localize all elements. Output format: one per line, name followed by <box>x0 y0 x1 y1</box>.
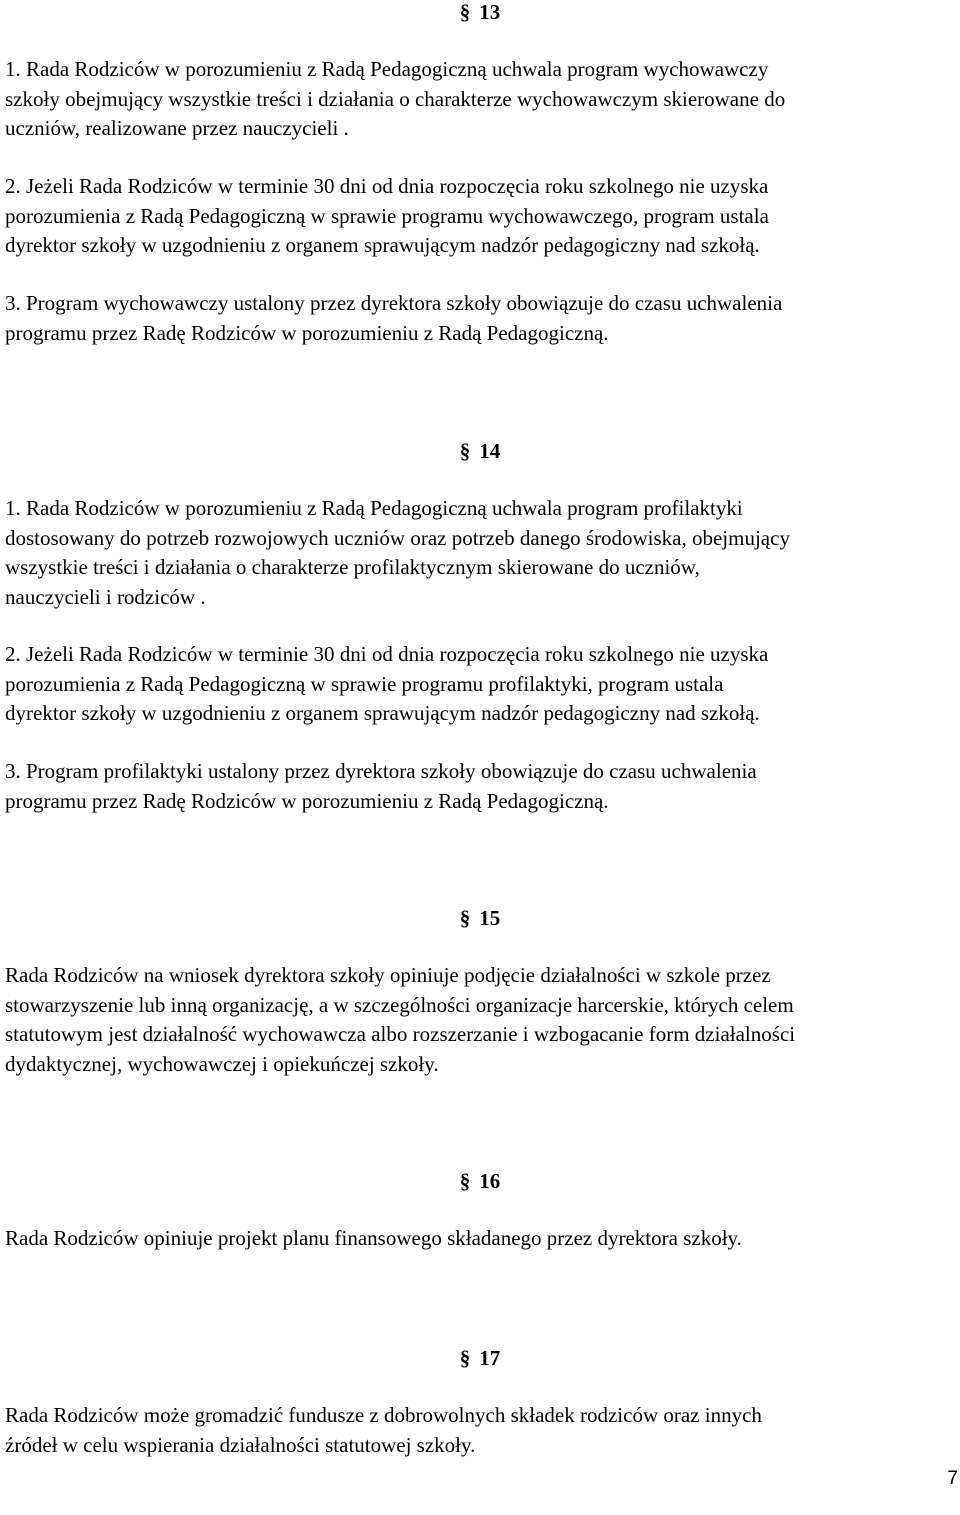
section-13-paragraph-1: 1. Rada Rodziców w porozumieniu z Radą Pedagogiczną uchwala program wychowawczy szkoły obejmujący wszystkie treści i działania o charakterze wychowawczym skierowane do uczniów, realizowane przez nauczycieli . <box>5 57 786 140</box>
section-heading-14 <box>0 439 960 463</box>
section-heading-13 <box>0 0 960 24</box>
section-number: 15 <box>479 906 501 930</box>
section-symbol: § <box>459 1346 471 1370</box>
section-13-paragraph-2: 2. Jeżeli Rada Rodziców w terminie 30 dni od dnia rozpoczęcia roku szkolnego nie uzyska porozumienia z Radą Pedagogiczną w sprawie programu wychowawczego, program ustala dyrektor szkoły w uzgodnieniu z organem sprawującym nadzór pedagogiczny nad szkołą. <box>5 174 769 257</box>
section-number: 13 <box>479 0 501 24</box>
section-heading-15 <box>0 906 960 930</box>
section-14-paragraph-3: 3. Program profilaktyki ustalony przez dyrektora szkoły obowiązuje do czasu uchwalenia programu przez Radę Rodziców w porozumieniu z Radą Pedagogiczną. <box>5 759 757 813</box>
section-14-paragraph-2: 2. Jeżeli Rada Rodziców w terminie 30 dni od dnia rozpoczęcia roku szkolnego nie uzyska porozumienia z Radą Pedagogiczną w sprawie programu profilaktyki, program ustala dyrektor szkoły w uzgodnieniu z organem sprawującym nadzór pedagogiczny nad szkołą. <box>5 642 769 725</box>
page-number: 7 <box>947 1468 958 1489</box>
section-number: 17 <box>479 1346 501 1370</box>
section-symbol: § <box>459 439 471 463</box>
section-symbol: § <box>459 1169 471 1193</box>
section-14-paragraph-1: 1. Rada Rodziców w porozumieniu z Radą Pedagogiczną uchwala program profilaktyki dostosowany do potrzeb rozwojowych uczniów oraz potrzeb danego środowiska, obejmujący wszystkie treści i działania o charakterze profilaktycznym skierowane do uczniów, nauczycieli i rodziców . <box>5 496 790 609</box>
section-16-paragraph-1: Rada Rodziców opiniuje projekt planu finansowego składanego przez dyrektora szkoły. <box>5 1226 742 1250</box>
section-symbol: § <box>459 0 471 24</box>
section-13-paragraph-3: 3. Program wychowawczy ustalony przez dyrektora szkoły obowiązuje do czasu uchwalenia programu przez Radę Rodziców w porozumieniu z Radą Pedagogiczną. <box>5 291 783 345</box>
section-heading-16 <box>0 1169 960 1193</box>
section-number: 14 <box>479 439 501 463</box>
section-15-paragraph-1: Rada Rodziców na wniosek dyrektora szkoły opiniuje podjęcie działalności w szkole przez stowarzyszenie lub inną organizację, a w szczególności organizacje harcerskie, których celem statutowym jest działalność wychowawcza albo rozszerzanie i wzbogacanie form działalności dydaktycznej, wychowawczej i opiekuńczej szkoły. <box>5 963 796 1076</box>
section-heading-17 <box>0 1346 960 1370</box>
section-17-paragraph-1: Rada Rodziców może gromadzić fundusze z dobrowolnych składek rodziców oraz innych źródeł w celu wspierania działalności statutowej szkoły. <box>5 1403 762 1457</box>
section-number: 16 <box>479 1169 501 1193</box>
section-symbol: § <box>459 906 471 930</box>
